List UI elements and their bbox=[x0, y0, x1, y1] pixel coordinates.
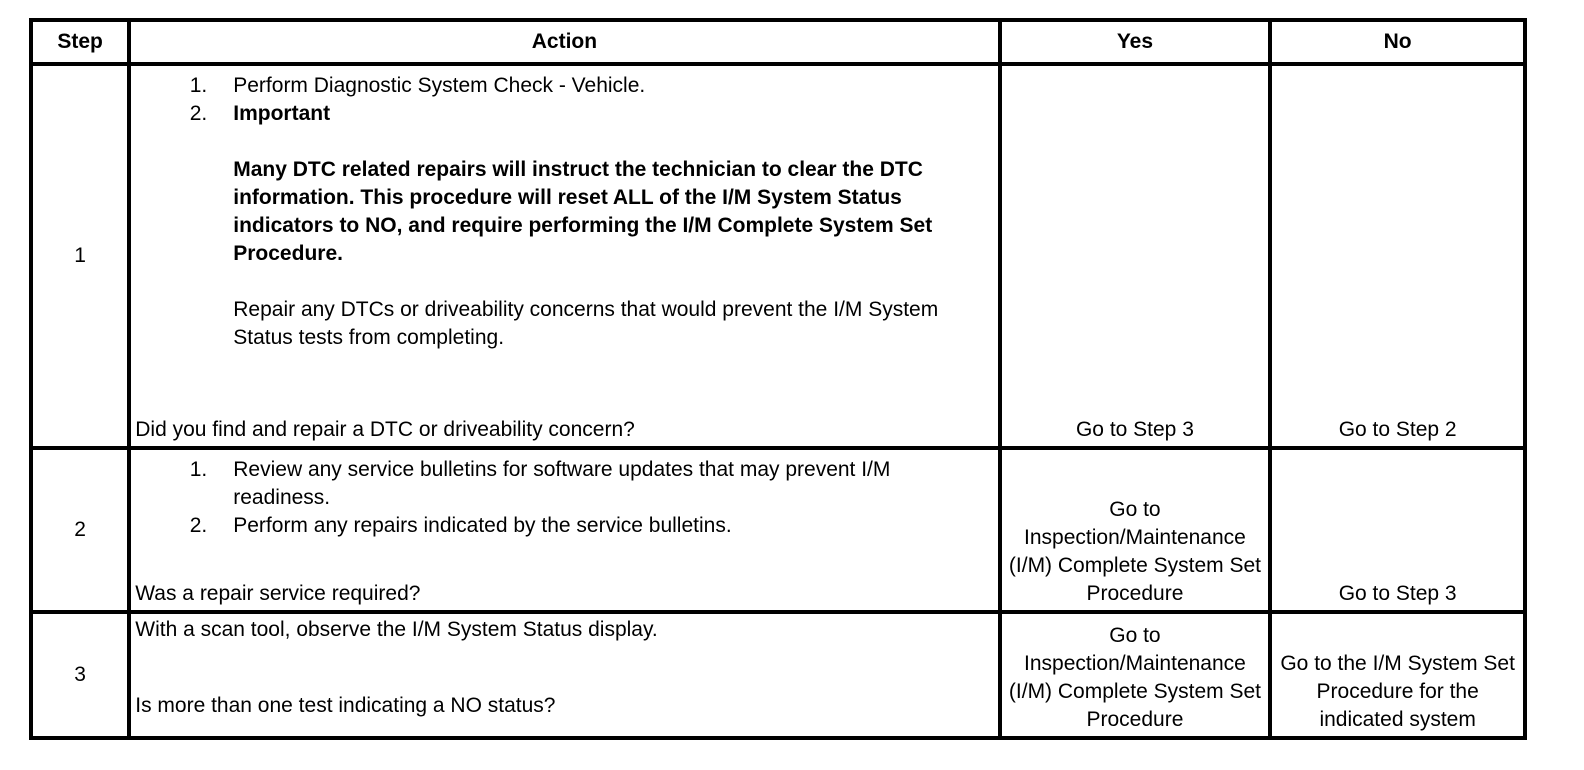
header-no: No bbox=[1270, 20, 1525, 64]
step-number: 1 bbox=[31, 64, 129, 448]
diagnostic-table bbox=[29, 18, 1527, 740]
yes-result-text: Go to Inspection/Maintenance (I/M) Complete System Set Procedure bbox=[1008, 498, 1261, 605]
step-number: 2 bbox=[31, 448, 129, 612]
table-row bbox=[31, 64, 1525, 448]
note-text: Repair any DTCs or driveability concerns that would prevent the I/M System Status tests from completing. bbox=[233, 298, 939, 349]
list-item-number: 2. bbox=[189, 514, 208, 537]
action-cell bbox=[129, 612, 999, 738]
header-step: Step bbox=[31, 20, 129, 64]
no-result bbox=[1270, 612, 1525, 738]
list-item-number: 1. bbox=[189, 458, 208, 481]
step-number: 3 bbox=[31, 612, 129, 738]
header-row bbox=[31, 20, 1525, 64]
table-row bbox=[31, 612, 1525, 738]
header-action: Action bbox=[129, 20, 999, 64]
list-item-text: Perform any repairs indicated by the service bulletins. bbox=[233, 514, 732, 537]
table-row bbox=[31, 448, 1525, 612]
no-result-text: Go to Step 2 bbox=[1338, 418, 1457, 441]
list-item-text: Perform Diagnostic System Check - Vehicle. bbox=[233, 74, 646, 97]
yes-result bbox=[1000, 448, 1271, 612]
no-result-text: Go to Step 3 bbox=[1338, 582, 1457, 605]
list-item bbox=[131, 512, 997, 540]
list-item bbox=[131, 100, 997, 128]
header-yes: Yes bbox=[1000, 20, 1271, 64]
no-result-text: Go to the I/M System Set Procedure for the indicated system bbox=[1280, 652, 1515, 731]
important-label: Important bbox=[233, 102, 331, 125]
question-text: Was a repair service required? bbox=[135, 582, 421, 605]
yes-result-text: Go to Inspection/Maintenance (I/M) Complete System Set Procedure bbox=[1008, 624, 1261, 731]
list-item-number: 1. bbox=[189, 74, 208, 97]
no-result bbox=[1270, 64, 1525, 448]
yes-result-text: Go to Step 3 bbox=[1075, 418, 1194, 441]
instruction-text: With a scan tool, observe the I/M System Status display. bbox=[135, 618, 658, 641]
list-item-number: 2. bbox=[189, 102, 208, 125]
no-result bbox=[1270, 448, 1525, 612]
action-cell bbox=[129, 64, 999, 448]
list-item bbox=[131, 456, 997, 512]
action-cell bbox=[129, 448, 999, 612]
important-text: Many DTC related repairs will instruct the technician to clear the DTC information. This procedure will reset ALL of the I/M System Status indicators to NO, and require performing the I/M Complete System Set Procedure. bbox=[233, 158, 933, 265]
question-text: Is more than one test indicating a NO status? bbox=[135, 694, 556, 717]
list-item bbox=[131, 72, 997, 100]
yes-result bbox=[1000, 612, 1271, 738]
question-text: Did you find and repair a DTC or driveability concern? bbox=[135, 418, 635, 441]
list-item-text: Review any service bulletins for software updates that may prevent I/M readiness. bbox=[233, 458, 891, 509]
yes-result bbox=[1000, 64, 1271, 448]
